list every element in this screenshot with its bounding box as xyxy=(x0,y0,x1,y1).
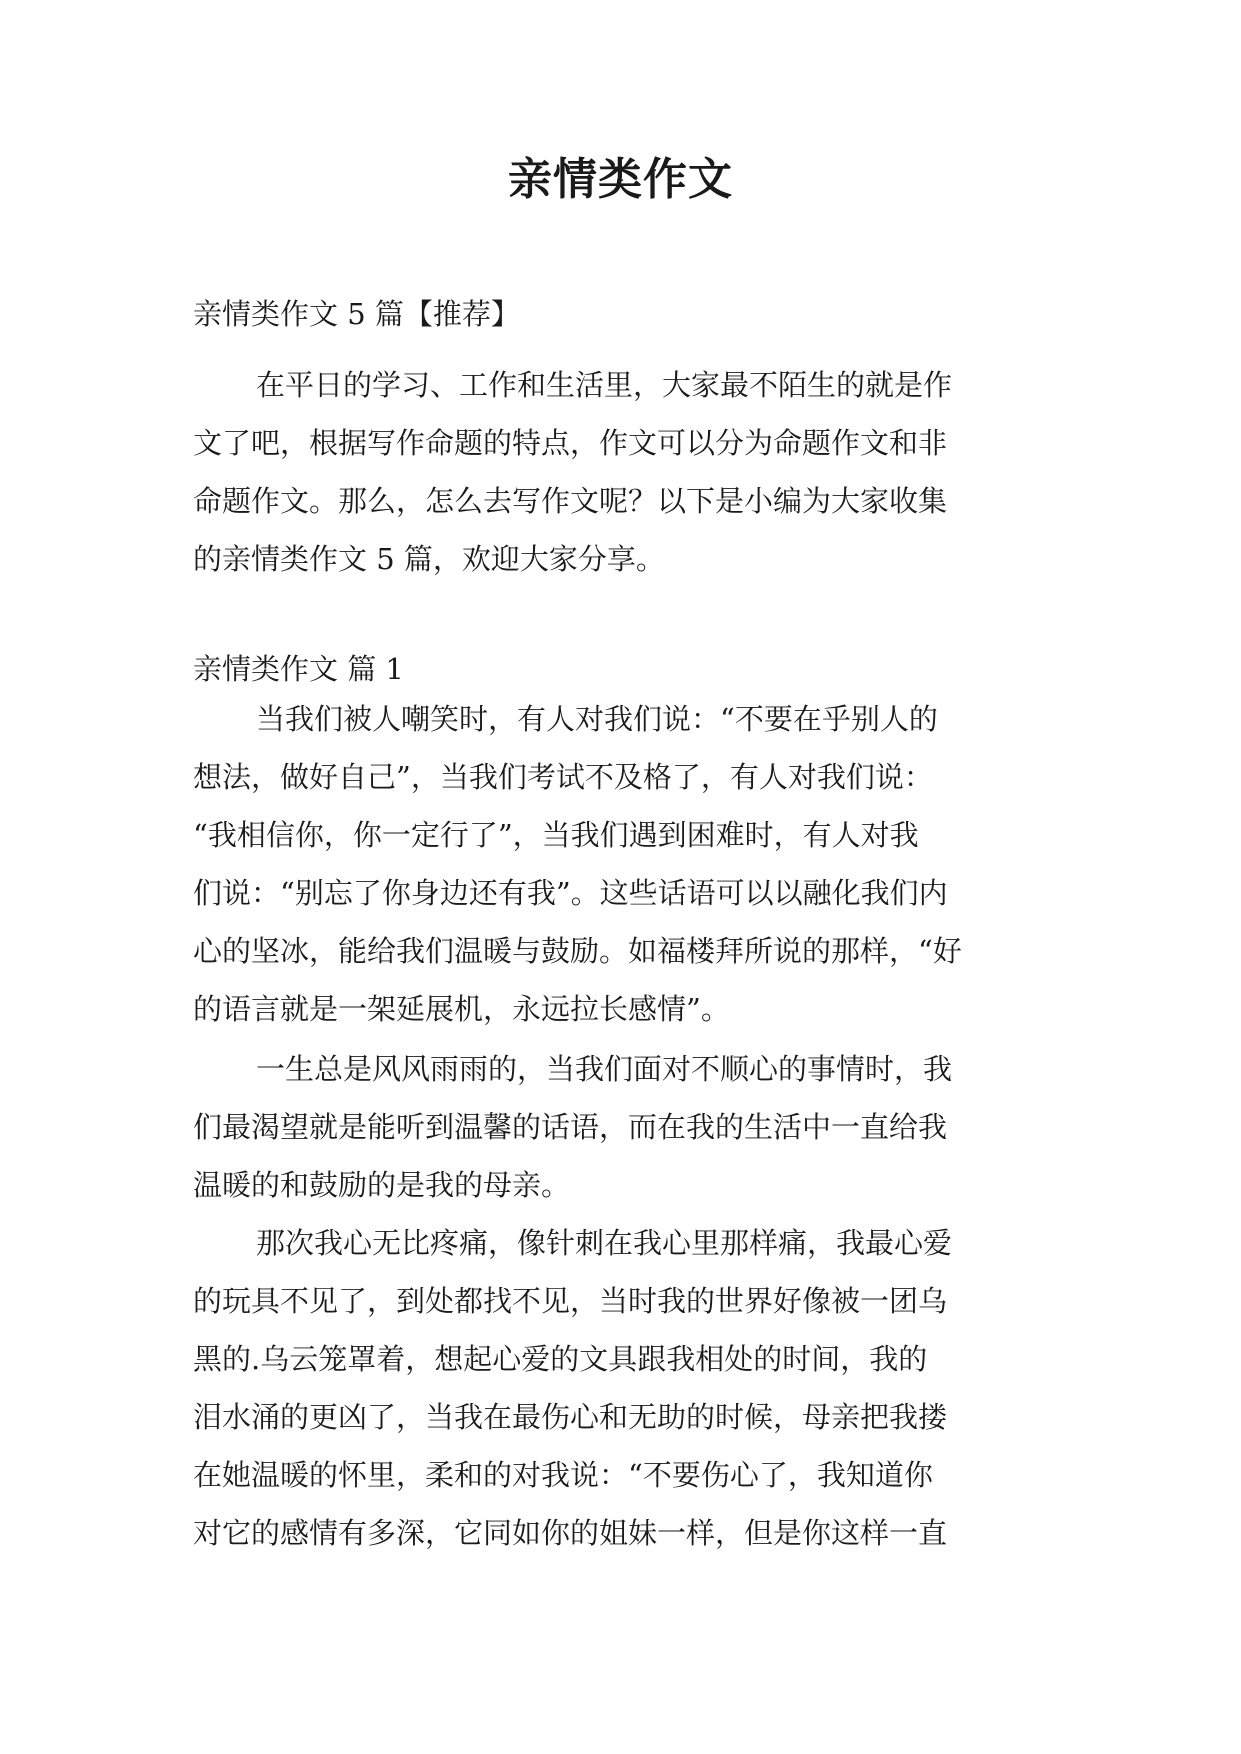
paragraph-line: 当我们被人嘲笑时，有人对我们说：“不要在乎别人的 xyxy=(256,702,938,736)
paragraph-line: 对它的感情有多深，它同如你的姐妹一样，但是你这样一直 xyxy=(193,1516,948,1550)
section-heading: 亲情类作文 篇 1 xyxy=(193,652,404,686)
paragraph-2 xyxy=(193,1040,1055,1214)
paragraph-line: “我相信你，你一定行了”，当我们遇到困难时，有人对我 xyxy=(193,818,919,852)
paragraph-line: 黑的.乌云笼罩着，想起心爱的文具跟我相处的时间，我的 xyxy=(193,1342,928,1376)
intro-line: 的亲情类作文 5 篇，欢迎大家分享。 xyxy=(193,542,665,576)
paragraph-line: 想法，做好自己”，当我们考试不及格了，有人对我们说： xyxy=(193,760,933,794)
paragraph-line: 温暖的和鼓励的是我的母亲。 xyxy=(193,1168,571,1202)
paragraph-line: 一生总是风风雨雨的，当我们面对不顺心的事情时，我 xyxy=(256,1052,953,1086)
paragraph-line: 们最渴望就是能听到温馨的话语，而在我的生活中一直给我 xyxy=(193,1110,948,1144)
document-title: 亲情类作文 xyxy=(508,154,733,205)
paragraph-3 xyxy=(193,1214,1055,1562)
paragraph-line: 的语言就是一架延展机，永远拉长感情”。 xyxy=(193,992,730,1026)
paragraph-line: 那次我心无比疼痛，像针刺在我心里那样痛，我最心爱 xyxy=(256,1226,953,1260)
paragraph-line: 们说：“别忘了你身边还有我”。这些话语可以以融化我们内 xyxy=(193,876,948,910)
intro-paragraph xyxy=(193,356,1055,588)
document-subtitle: 亲情类作文 5 篇【推荐】 xyxy=(193,297,520,331)
paragraph-line: 心的坚冰，能给我们温暖与鼓励。如福楼拜所说的那样，“好 xyxy=(193,934,962,968)
intro-line: 文了吧，根据写作命题的特点，作文可以分为命题作文和非 xyxy=(193,426,948,460)
intro-line: 命题作文。那么，怎么去写作文呢？以下是小编为大家收集 xyxy=(193,484,948,518)
paragraph-1 xyxy=(193,690,1055,1038)
intro-line: 在平日的学习、工作和生活里，大家最不陌生的就是作 xyxy=(256,368,953,402)
paragraph-line: 的玩具不见了，到处都找不见，当时我的世界好像被一团乌 xyxy=(193,1284,948,1318)
paragraph-line: 在她温暖的怀里，柔和的对我说：“不要伤心了，我知道你 xyxy=(193,1458,933,1492)
paragraph-line: 泪水涌的更凶了，当我在最伤心和无助的时候，母亲把我搂 xyxy=(193,1400,948,1434)
